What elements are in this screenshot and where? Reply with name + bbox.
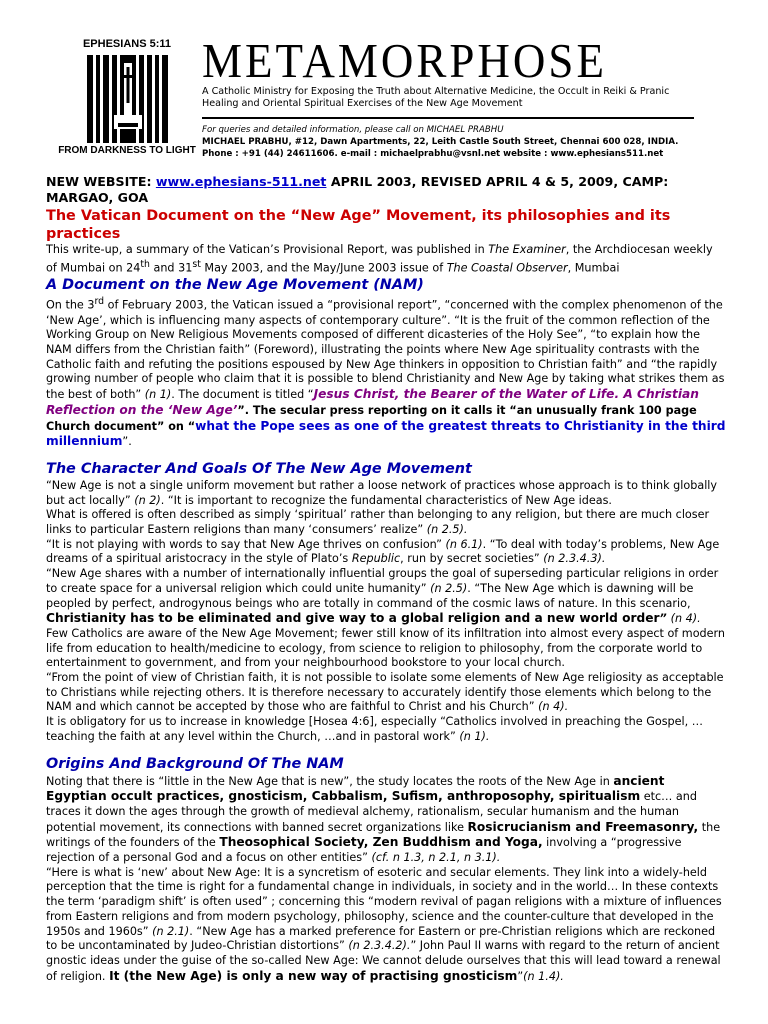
masthead-title: METAMORPHOSE [202,33,607,88]
section2-paragraph-3: “It is not playing with words to say that New Age thrives on confusion” (n 6.1). “To deal with today’s problems, New Age dreams of a spiritual aristocracy in the style of Plato’s Republic, run by secret societies” (n 2.3.4.3). [46,537,720,566]
section3-paragraph-2: “Here is what is ‘new’ about New Age: It is a syncretism of esoteric and secular elements. They link into a widely-held perception that the time is right for a fundamental change in individuals, in society and in the world… In these contexts the term ‘paradigm shift’ is often used” ; concerning this “modern revival of pagan religions with a mixture of influences from Eastern religions and from modern psychology, philosophy, science and the counter-culture that developed in the 1950s and 1960s” (n 2.1). “New Age has a marked preference for Eastern or pre-Christian religions which are reckoned to be uncontaminated by Judeo-Christian distortions” (n 2.3.4.2).” John Paul II warns with regard to the return of ancient gnostic ideas under the guise of the so-called New Age: We cannot delude ourselves that this will lead toward a renewal of religion. It (the New Age) is only a new way of practising gnosticism”(n 1.4). [46,865,722,983]
intro-paragraph: This write-up, a summary of the Vatican’s Provisional Report, was published in The Examiner, the Archdiocesan weekly of Mumbai on 24th and 31st May 2003, and the May/June 2003 issue of The Coastal Observer, Mumbai [46,243,713,275]
contact-query-line: For queries and detailed information, please call on MICHAEL PRABHU [202,125,504,135]
section3-paragraph-1: Noting that there is “little in the New Age that is new”, the study locates the roots of the New Age in ancient Egyptian occult practices, gnosticism, Cabbalism, Sufism, anthroposophy, spiritualism etc… and traces it down the ages through the growth of medieval alchemy, rationalism, secular humanism and the human potential movement, its connections with banned secret organizations like Rosicrucianism and Freemasonry, the writings of the founders of the Theosophical Society, Zen Buddhism and Yoga, involving a “progressive rejection of a personal God and a focus on other entities” (cf. n 1.3, n 2.1, n 3.1). [46,773,721,865]
section2-paragraph-2: What is offered is often described as simply ‘spiritual’ rather than belonging to any religion, but there are much closer links to particular Eastern religions than many ‘consumers’ realize” (n 2.5). [46,508,710,537]
dateline [46,174,726,206]
section1-paragraph: On the 3rd of February 2003, the Vatican issued a “provisional report”, “concerned with the complex phenomenon of the ‘New Age’, which is influencing many aspects of contemporary culture”. “It is the fruit of the common reflection of the Working Group on New Religious Movements composed of different dicasteries of the Holy See”, “to explain how the NAM differs from the Christian faith” (Foreword), illustrating the points where New Age spirituality contrasts with the Catholic faith and refuting the positions espoused by New Age thinkers in opposition to Christian faith” and “the rapidly growing number of people who claim that it is possible to blend Christianity and New Age by taking what strikes them as the best of both” (n 1). The document is titled “Jesus Christ, the Bearer of the Water of Life. A Christian Reflection on the ‘New Age’”. The secular press reporting on it calls it “an unusually frank 100 page Church document” on “what the Pope sees as one of the greatest threats to Christianity in the third millennium”. [46,296,726,449]
masthead-rule [202,117,694,119]
contact-phone-line: Phone : +91 (44) 24611606. e-mail : michaelprabhu@vsnl.net website : www.ephesians511.net [202,149,664,159]
dateline-date: APRIL 2003, REVISED APRIL 4 & 5, 2009, CAMP: MARGAO, GOA [46,174,669,205]
logo-top-text: EPHESIANS 5:11 [82,38,172,50]
masthead-subtitle: A Catholic Ministry for Exposing the Truth about Alternative Medicine, the Occult in Reiki & Pranic Healing and Oriental Spiritual Exercises of the New Age Movement [202,86,670,109]
article-body [46,174,726,984]
section-heading-nam-document: A Document on the New Age Movement (NAM) [46,277,424,294]
website-link[interactable]: www.ephesians-511.net [155,174,327,189]
barcode-cross-icon [84,53,170,145]
contact-address-line: MICHAEL PRABHU, #12, Dawn Apartments, 22, Leith Castle South Street, Chennai 600 028, INDIA. [202,137,679,147]
section2-paragraph-5: Few Catholics are aware of the New Age Movement; fewer still know of its infiltration into almost every aspect of modern life from education to health/medicine to ecology, from science to religion to philosophy, from the corporate world to entertainment to government, and from your neighbourhood bookstore to your local church. [46,626,726,670]
section2-paragraph-4: “New Age shares with a number of internationally influential groups the goal of superseding particular religions in order to create space for a universal religion which could unite humanity” (n 2.5). “The New Age which is dawning will be peopled by perfect, androgynous beings who are totally in command of the cosmic laws of nature. In this scenario, Christianity has to be eliminated and give way to a global religion and a new world order” (n 4). [46,567,719,626]
section2-paragraph-6: “From the point of view of Christian faith, it is not possible to isolate some elements of New Age religiosity as acceptable to Christians while rejecting others. It is therefore necessary to accurately identify those elements which belong to the NAM and which cannot be accepted by those who are faithful to Christ and his Church” (n 4). [46,671,724,714]
masthead [202,33,702,110]
main-title: The Vatican Document on the “New Age” Movement, its philosophies and its practices [46,208,671,242]
section2-paragraph-7: It is obligatory for us to increase in knowledge [Hosea 4:6], especially “Catholics involved in preaching the Gospel, … teaching the faith at any level within the Church, …and in pastoral work” (n 1). [46,715,703,743]
logo-bottom-text: FROM DARKNESS TO LIGHT [58,145,196,156]
ministry-logo [58,38,196,158]
section2-paragraph-1: “New Age is not a single uniform movement but rather a loose network of practices whose approach is to think globally but act locally” (n 2). “It is important to recognize the fundamental characteristics of New Age ideas. [46,478,718,507]
section-heading-character-goals: The Character And Goals Of The New Age Movement [46,460,472,477]
contact-block [202,124,702,160]
dateline-label: NEW WEBSITE: [46,174,156,189]
section-heading-origins: Origins And Background Of The NAM [46,755,344,772]
